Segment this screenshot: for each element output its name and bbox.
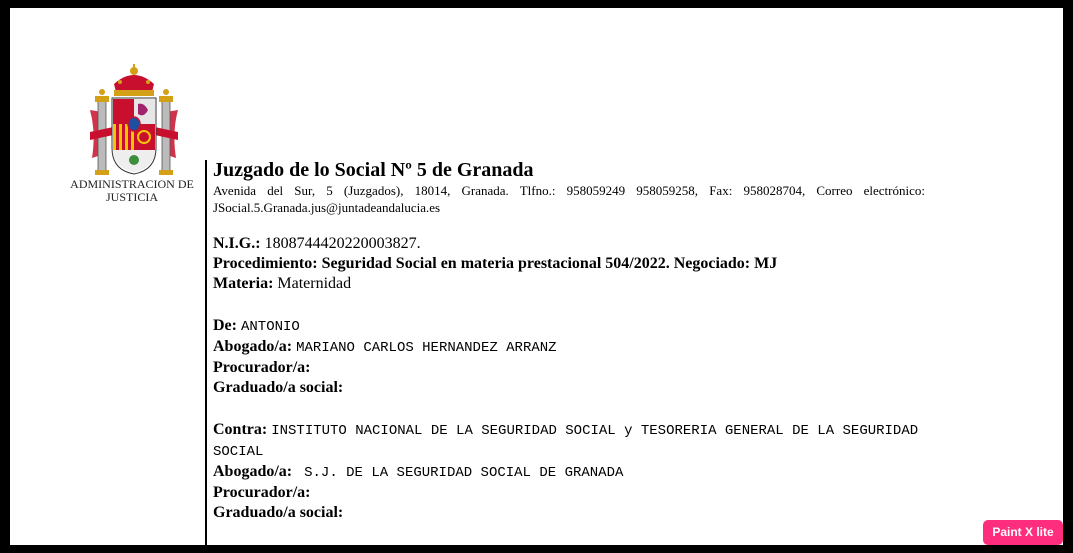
procedimiento-label: Procedimiento:: [213, 255, 318, 272]
de-value: ANTONIO: [240, 319, 300, 335]
procedimiento-line: [213, 254, 925, 274]
defendant-graduado-label: Graduado/a social:: [213, 504, 344, 521]
document-page: [10, 8, 1063, 545]
defendant-procurador-label: Procurador/a:: [213, 484, 311, 501]
contra-line: [213, 420, 925, 462]
nig-line: [213, 234, 925, 254]
defendant-graduado-line: [213, 503, 925, 523]
plaintiff-graduado-line: [213, 378, 925, 398]
plaintiff-procurador-label: Procurador/a:: [213, 359, 311, 376]
document-body: [213, 158, 925, 523]
defendant-abogado-value: S.J. DE LA SEGURIDAD SOCIAL DE GRANADA: [304, 465, 624, 481]
defendant-abogado-label: Abogado/a:: [213, 463, 293, 480]
nig-value: 1808744420220003827.: [264, 235, 421, 252]
contra-label: Contra:: [213, 421, 268, 438]
court-title: Juzgado de lo Social Nº 5 de Granada: [213, 159, 534, 181]
de-label: De:: [213, 317, 237, 334]
margin-rule: [205, 160, 207, 545]
procedimiento-value: Seguridad Social en materia prestacional 504/2022. Negociado: MJ: [321, 255, 778, 272]
de-line: [213, 316, 925, 337]
defendant-procurador-line: [213, 483, 925, 503]
emblem-caption: ADMINISTRACION DE JUSTICIA: [70, 177, 194, 204]
nig-label: N.I.G.:: [213, 235, 261, 252]
defendant-abogado-line: [213, 462, 925, 483]
plaintiff-abogado-value: MARIANO CARLOS HERNANDEZ ARRANZ: [296, 340, 557, 356]
contra-value: INSTITUTO NACIONAL DE LA SEGURIDAD SOCIAL y TESORERIA GENERAL DE LA SEGURIDAD SOCIAL: [213, 423, 919, 460]
plaintiff-procurador-line: [213, 358, 925, 378]
coat-of-arms-emblem: [76, 62, 192, 180]
plaintiff-abogado-label: Abogado/a:: [213, 338, 293, 355]
court-address: Avenida del Sur, 5 (Juzgados), 18014, Granada. Tlfno.: 958059249 958059258, Fax: 958028704, Correo electrónico: JSocial.5.Granada.jus@juntadeandalucia.es: [213, 183, 925, 215]
materia-line: [213, 274, 925, 294]
materia-label: Materia:: [213, 275, 274, 292]
plaintiff-graduado-label: Graduado/a social:: [213, 379, 344, 396]
materia-value: Maternidad: [277, 275, 352, 292]
paint-x-lite-badge[interactable]: Paint X lite: [983, 520, 1063, 545]
plaintiff-abogado-line: [213, 337, 925, 358]
